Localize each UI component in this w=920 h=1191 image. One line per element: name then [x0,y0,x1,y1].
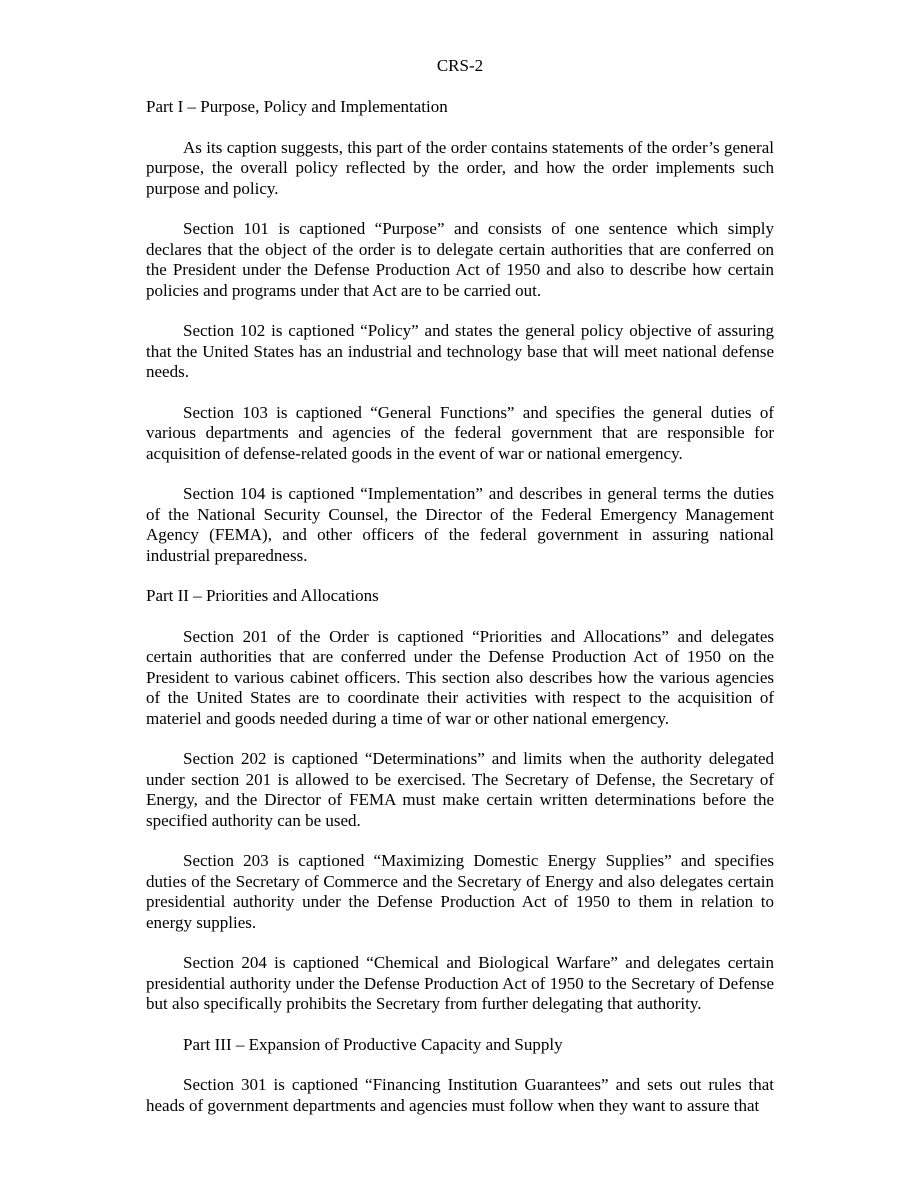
section-103-paragraph: Section 103 is captioned “General Functions” and specifies the general duties of various departments and agencies of the federal government that are responsible for acquisition of defense-related goods in the event of war or national emergency. [146,402,774,463]
section-201-paragraph: Section 201 of the Order is captioned “Priorities and Allocations” and delegates certain authorities that are conferred under the Defense Production Act of 1950 on the President to various cabinet officers. This section also describes how the various agencies of the United States are to coordinate their activities with respect to the acquisition of materiel and goods needed during a time of war or other national emergency. [146,626,774,728]
part-1-heading: Part I – Purpose, Policy and Implementation [146,97,448,116]
section-104-paragraph: Section 104 is captioned “Implementation” and describes in general terms the duties of the National Security Counsel, the Director of the Federal Emergency Management Agency (FEMA), and other officers of the federal government in assuring national industrial preparedness. [146,484,774,565]
section-202-paragraph: Section 202 is captioned “Determinations” and limits when the authority delegated under section 201 is allowed to be exercised. The Secretary of Defense, the Secretary of Energy, and the Director of FEMA must make certain written determinations before the specified authority can be used. [146,749,774,830]
section-203-paragraph: Section 203 is captioned “Maximizing Domestic Energy Supplies” and specifies duties of the Secretary of Commerce and the Secretary of Energy and also delegates certain presidential authority under the Defense Production Act of 1950 to them in relation to energy supplies. [146,851,774,932]
section-101-paragraph: Section 101 is captioned “Purpose” and consists of one sentence which simply declares that the object of the order is to delegate certain authorities that are conferred on the President under the Defense Production Act of 1950 and also to describe how certain policies and programs under that Act are to be carried out. [146,219,774,300]
section-301-paragraph: Section 301 is captioned “Financing Institution Guarantees” and sets out rules that heads of government departments and agencies must follow when they want to assure that [146,1075,774,1115]
section-102-paragraph: Section 102 is captioned “Policy” and states the general policy objective of assuring that the United States has an industrial and technology base that will meet national defense needs. [146,321,774,381]
document-page [146,0,774,1136]
page-label: CRS-2 [436,56,484,75]
part-2-heading: Part II – Priorities and Allocations [146,586,379,605]
part-3-heading: Part III – Expansion of Productive Capacity and Supply [183,1034,563,1054]
part-1-paragraph-intro: As its caption suggests, this part of the order contains statements of the order’s general purpose, the overall policy reflected by the order, and how the order implements such purpose and policy. [146,137,774,198]
section-204-paragraph: Section 204 is captioned “Chemical and Biological Warfare” and delegates certain presidential authority under the Defense Production Act of 1950 to the Secretary of Defense but also specifically prohibits the Secretary from further delegating that authority. [146,953,774,1013]
